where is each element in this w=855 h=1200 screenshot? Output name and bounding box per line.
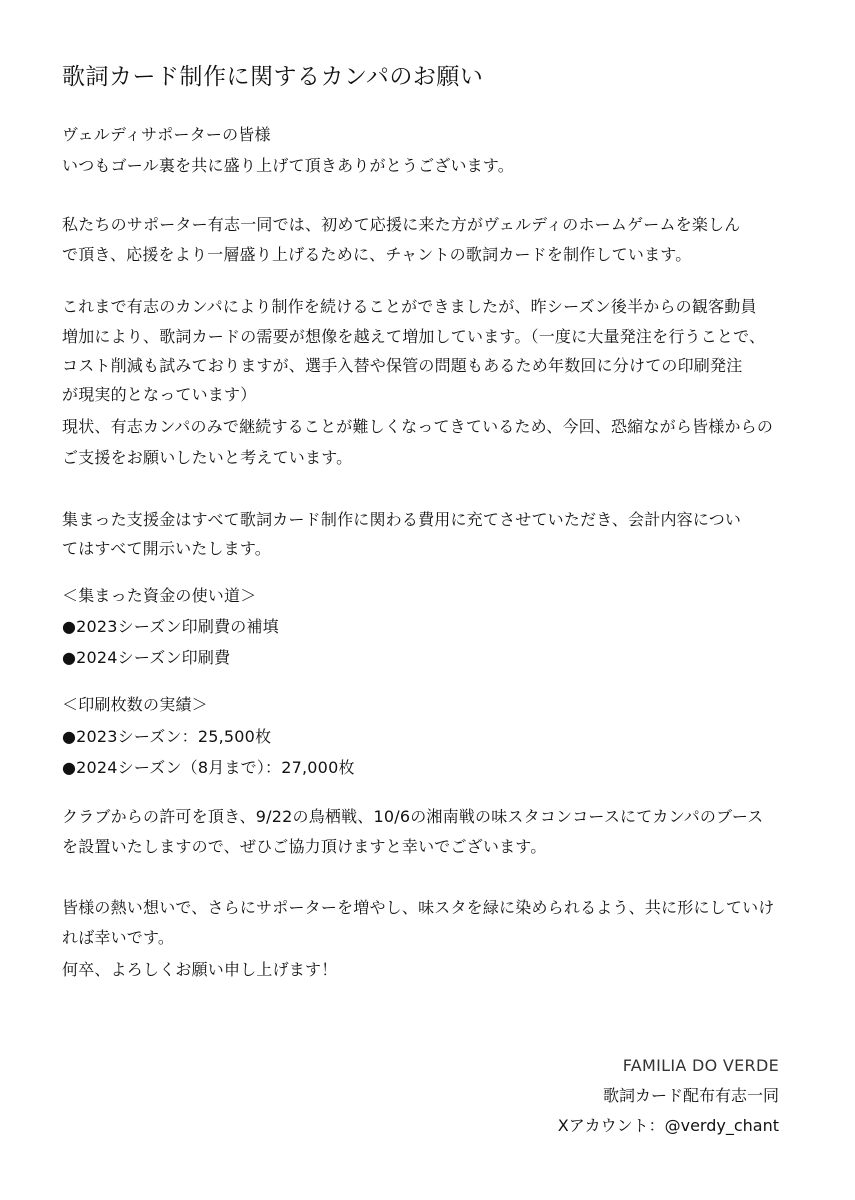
page-title: 歌詞カード制作に関するカンパのお願い xyxy=(62,64,484,90)
paragraph-line: クラブからの許可を頂き、9/22の鳥栖戦、10/6の湘南戦の味スタコンコースにてカンパのブース xyxy=(62,807,764,826)
paragraph-line: てはすべて開示いたします。 xyxy=(62,539,272,558)
paragraph-line: で頂き、応援をより一層盛り上げるために、チャントの歌詞カードを制作しています。 xyxy=(62,245,692,264)
signature-group: 歌詞カード配布有志一同 xyxy=(602,1086,779,1105)
usage-heading: ＜集まった資金の使い道＞ xyxy=(62,586,257,605)
paragraph-line: 増加により、歌詞カードの需要が想像を越えて増加しています。（一度に大量発注を行うことで、 xyxy=(62,327,766,346)
paragraph-line: れば幸いです。 xyxy=(62,928,175,947)
greeting-line: いつもゴール裏を共に盛り上げて頂きありがとうございます。 xyxy=(62,156,515,175)
paragraph-line: 皆様の熱い想いで、さらにサポーターを増やし、味スタを緑に染められるよう、共に形にしていけ xyxy=(62,898,775,917)
paragraph-line: ご支援をお願いしたいと考えています。 xyxy=(62,448,353,467)
paragraph-line: 現状、有志カンパのみで継続することが難しくなってきているため、今回、恐縮ながら皆様からの xyxy=(62,417,774,436)
usage-item: ●2023シーズン印刷費の補填 xyxy=(62,617,279,636)
paragraph-line: 集まった支援金はすべて歌詞カード制作に関わる費用に充てさせていただき、会計内容につい xyxy=(62,510,742,529)
paragraph-line: これまで有志のカンパにより制作を続けることができましたが、昨シーズン後半からの観客動員 xyxy=(62,297,757,316)
paragraph-line: が現実的となっています） xyxy=(62,385,257,404)
paragraph-line: を設置いたしますので、ぜひご協力頂けますと幸いでございます。 xyxy=(62,837,547,856)
paragraph-line: コスト削減も試みておりますが、選手入替や保管の問題もあるため年数回に分けての印刷発注 xyxy=(62,356,743,375)
results-item: ●2023シーズン：25,500枚 xyxy=(62,727,272,746)
paragraph-line: 何卒、よろしくお願い申し上げます！ xyxy=(62,960,338,979)
paragraph-line: 私たちのサポーター有志一同では、初めて応援に来た方がヴェルディのホームゲームを楽しん xyxy=(62,215,741,234)
greeting-line: ヴェルディサポーターの皆様 xyxy=(62,125,271,144)
results-item: ●2024シーズン（8月まで）：27,000枚 xyxy=(62,758,355,777)
signature-account: Xアカウント：@verdy_chant xyxy=(557,1116,779,1135)
usage-item: ●2024シーズン印刷費 xyxy=(62,648,231,667)
results-heading: ＜印刷枚数の実績＞ xyxy=(62,695,208,714)
signature-org: FAMILIA DO VERDE xyxy=(622,1056,779,1075)
